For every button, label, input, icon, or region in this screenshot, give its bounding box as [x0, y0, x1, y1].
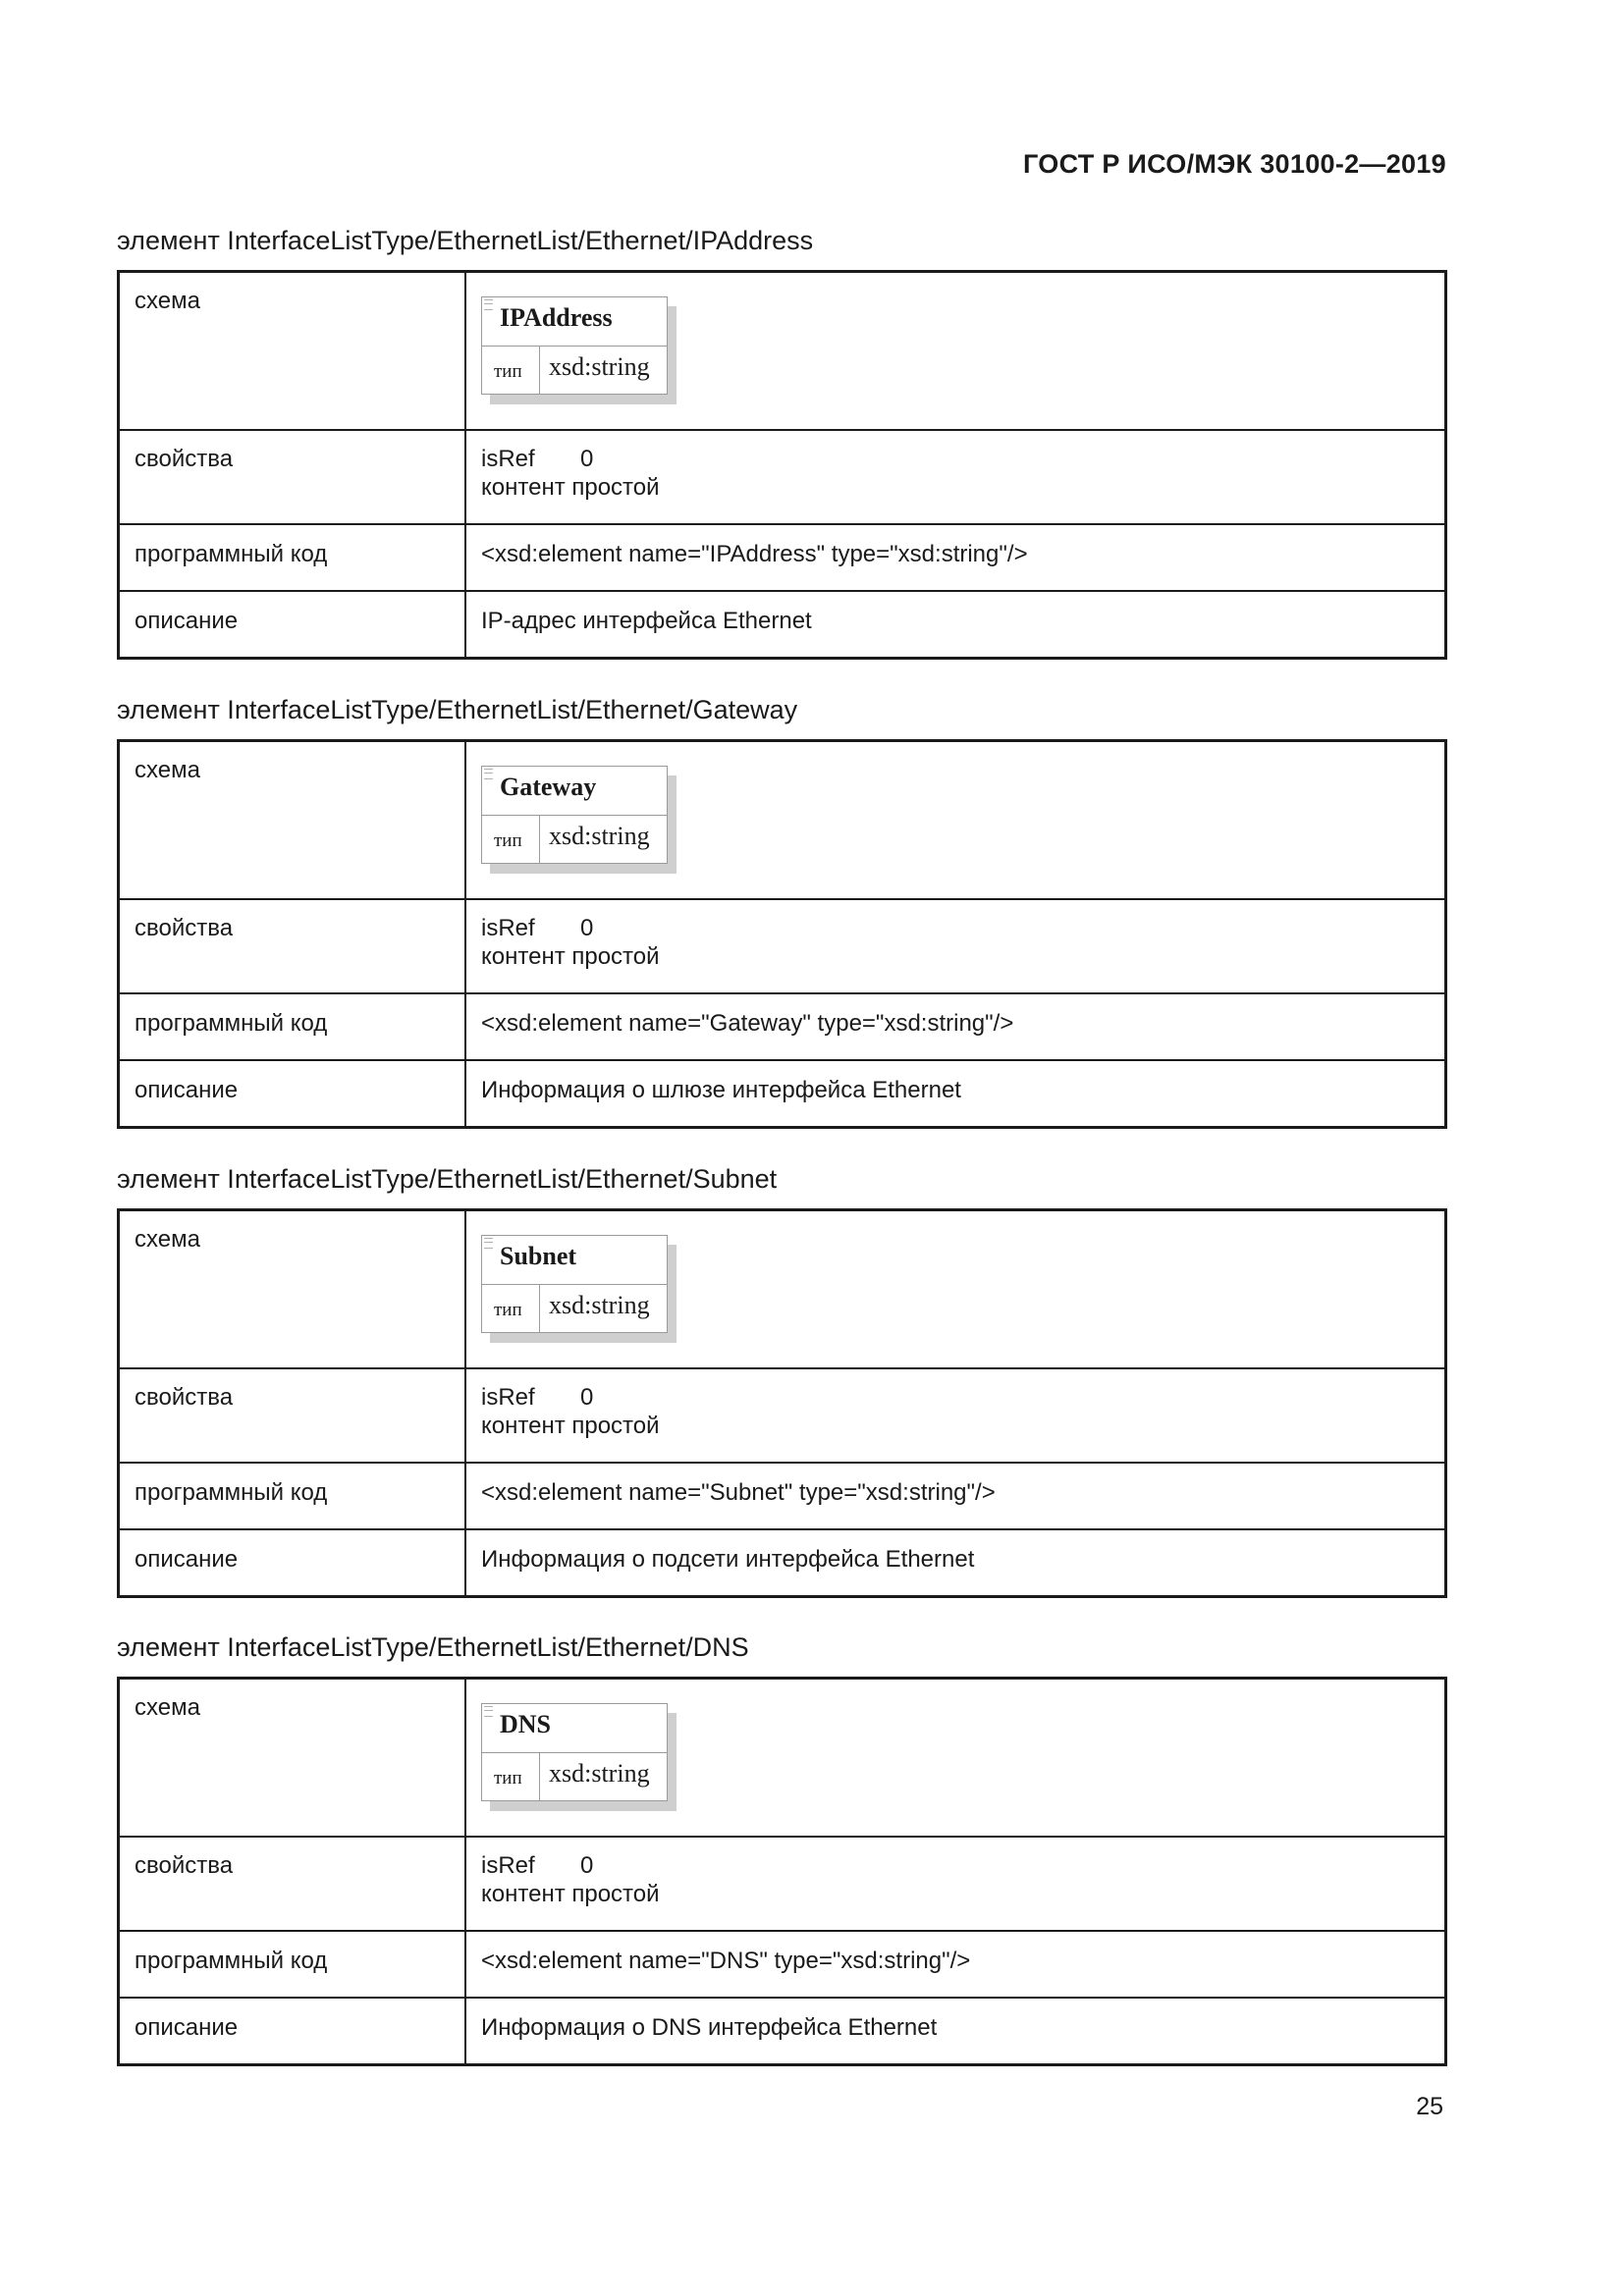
table-row: [119, 1529, 1446, 1597]
prop-value: 0: [580, 915, 594, 941]
schema-cell: [465, 1679, 1446, 1838]
code-label: программный код: [119, 1931, 466, 1998]
prop-key: isRef: [481, 915, 535, 941]
schema-diagram: [481, 1235, 677, 1343]
description-label: описание: [119, 591, 466, 659]
schema-cell: [465, 741, 1446, 900]
code-label: программный код: [119, 524, 466, 591]
lines-icon: [484, 1238, 493, 1249]
content-type: контент простой: [481, 943, 660, 970]
schema-label: схема: [119, 1210, 466, 1369]
schema-cell: [465, 1210, 1446, 1369]
element-name: IPAddress: [500, 303, 613, 332]
schema-label: схема: [119, 741, 466, 900]
properties-label: свойства: [119, 1368, 466, 1463]
lines-icon: [484, 769, 493, 779]
table-row: [119, 430, 1446, 524]
table-row: [119, 272, 1446, 431]
schema-label: схема: [119, 272, 466, 431]
element-name: Subnet: [500, 1242, 577, 1270]
table-row: [119, 1060, 1446, 1128]
type-label: тип: [494, 361, 522, 382]
table-row: [119, 741, 1446, 900]
schema-label: схема: [119, 1679, 466, 1838]
element-section-dns: [117, 1631, 1447, 2066]
description-label: описание: [119, 1998, 466, 2065]
lines-icon: [484, 299, 493, 310]
table-row: [119, 1837, 1446, 1931]
element-section-subnet: [117, 1163, 1447, 1598]
element-spec-table: [117, 1208, 1447, 1598]
code-value: <xsd:element name="Subnet" type="xsd:string"/>: [465, 1463, 1446, 1529]
element-spec-table: [117, 739, 1447, 1129]
element-name: Gateway: [500, 773, 597, 801]
properties-label: свойства: [119, 430, 466, 524]
description-value: Информация о шлюзе интерфейса Ethernet: [465, 1060, 1446, 1128]
page-number: 25: [1416, 2093, 1443, 2120]
properties-cell: [465, 1837, 1446, 1931]
properties-cell: [465, 430, 1446, 524]
lines-icon: [484, 1706, 493, 1717]
prop-key: isRef: [481, 446, 535, 472]
prop-value: 0: [580, 1384, 594, 1411]
type-value: xsd:string: [549, 822, 650, 850]
element-spec-table: [117, 1677, 1447, 2066]
prop-key: isRef: [481, 1384, 535, 1411]
properties-cell: [465, 1368, 1446, 1463]
section-title: элемент InterfaceListType/EthernetList/Ethernet/Subnet: [117, 1164, 778, 1194]
schema-diagram: [481, 1703, 677, 1811]
description-label: описание: [119, 1529, 466, 1597]
prop-value: 0: [580, 1852, 594, 1879]
section-title: элемент InterfaceListType/EthernetList/Ethernet/DNS: [117, 1632, 749, 1662]
element-section-gateway: [117, 694, 1447, 1129]
table-row: [119, 1368, 1446, 1463]
type-value: xsd:string: [549, 1291, 650, 1319]
code-label: программный код: [119, 1463, 466, 1529]
description-label: описание: [119, 1060, 466, 1128]
table-row: [119, 524, 1446, 591]
table-row: [119, 591, 1446, 659]
code-value: <xsd:element name="IPAddress" type="xsd:string"/>: [465, 524, 1446, 591]
table-row: [119, 899, 1446, 993]
description-value: Информация о подсети интерфейса Ethernet: [465, 1529, 1446, 1597]
description-value: Информация о DNS интерфейса Ethernet: [465, 1998, 1446, 2065]
type-label: тип: [494, 1768, 522, 1789]
type-value: xsd:string: [549, 352, 650, 381]
schema-cell: [465, 272, 1446, 431]
content-type: контент простой: [481, 1881, 660, 1907]
element-section-ipaddress: [117, 225, 1447, 660]
table-row: [119, 1210, 1446, 1369]
type-label: тип: [494, 830, 522, 851]
type-label: тип: [494, 1300, 522, 1320]
table-row: [119, 993, 1446, 1060]
table-row: [119, 1679, 1446, 1838]
properties-cell: [465, 899, 1446, 993]
section-title: элемент InterfaceListType/EthernetList/Ethernet/IPAddress: [117, 226, 814, 255]
element-spec-table: [117, 270, 1447, 660]
element-name: DNS: [500, 1710, 552, 1738]
properties-label: свойства: [119, 1837, 466, 1931]
schema-diagram: [481, 766, 677, 874]
content-type: контент простой: [481, 474, 660, 501]
table-row: [119, 1998, 1446, 2065]
properties-label: свойства: [119, 899, 466, 993]
type-value: xsd:string: [549, 1759, 650, 1788]
schema-diagram: [481, 296, 677, 404]
table-row: [119, 1931, 1446, 1998]
code-label: программный код: [119, 993, 466, 1060]
table-row: [119, 1463, 1446, 1529]
code-value: <xsd:element name="Gateway" type="xsd:string"/>: [465, 993, 1446, 1060]
prop-value: 0: [580, 446, 594, 472]
section-title: элемент InterfaceListType/EthernetList/Ethernet/Gateway: [117, 695, 798, 724]
standard-header: ГОСТ Р ИСО/МЭК 30100-2—2019: [1023, 149, 1446, 179]
content-type: контент простой: [481, 1413, 660, 1439]
code-value: <xsd:element name="DNS" type="xsd:string"/>: [465, 1931, 1446, 1998]
prop-key: isRef: [481, 1852, 535, 1879]
description-value: IP-адрес интерфейса Ethernet: [465, 591, 1446, 659]
